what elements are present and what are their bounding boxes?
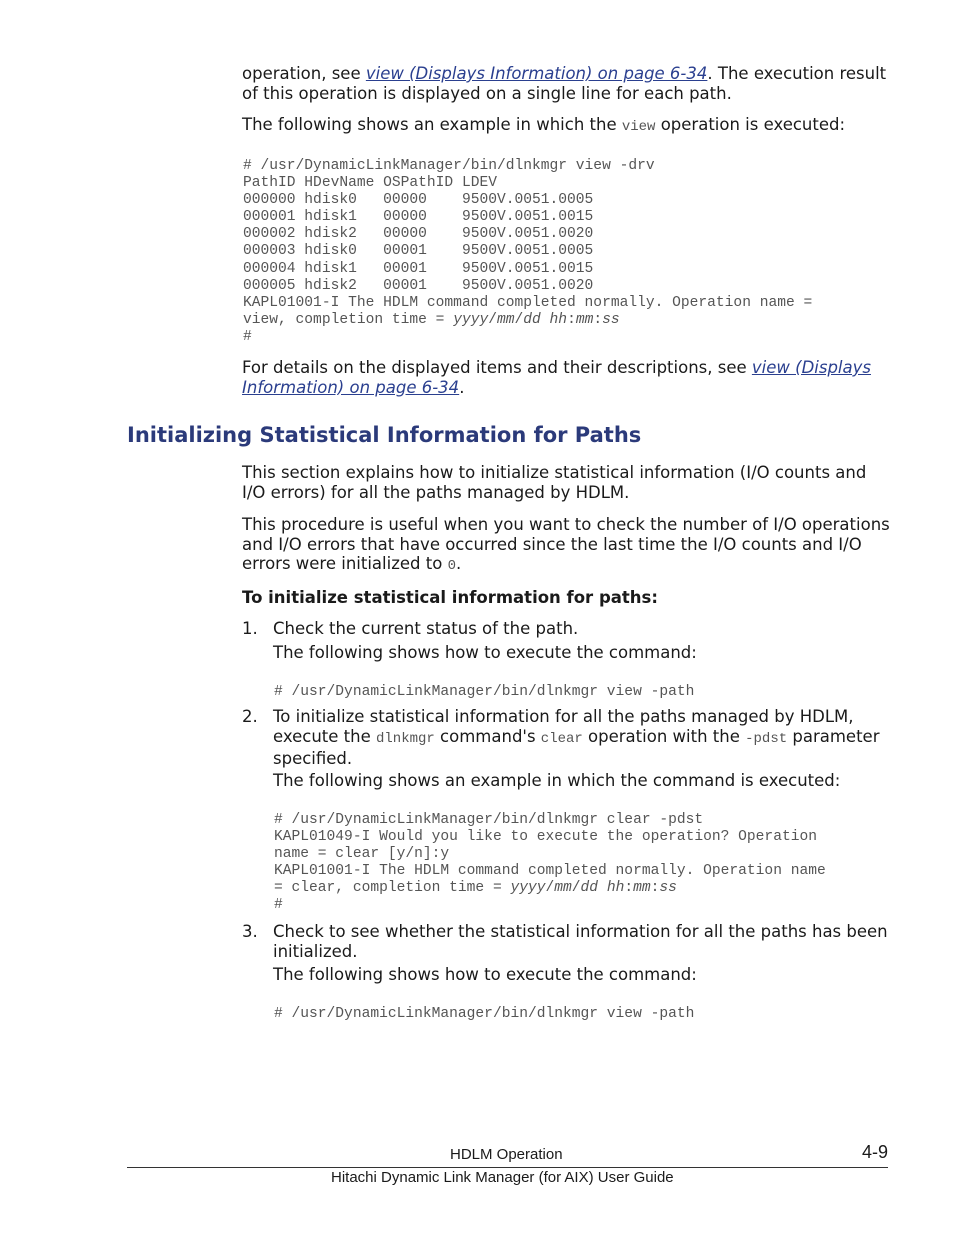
intro-text-suffix: . The execution result of this operation is displayed on a single line for each path. — [242, 64, 887, 103]
code-line: # /usr/DynamicLinkManager/bin/dlnkmgr view -drv — [243, 158, 655, 174]
time-placeholder: yyyy — [453, 311, 489, 328]
inline-code-pdst: -pdst — [745, 730, 788, 747]
step-number: 1. — [242, 619, 258, 638]
code-block-step-1: # /usr/DynamicLinkManager/bin/dlnkmgr view -path — [274, 684, 695, 700]
details-suffix: . — [459, 377, 465, 397]
details-text: For details on the displayed items and their descriptions, see — [242, 358, 752, 377]
footer-divider — [127, 1167, 888, 1168]
footer-book-title: Hitachi Dynamic Link Manager (for AIX) User Guide — [331, 1169, 674, 1186]
time-placeholder: ss — [602, 311, 620, 328]
step-1-sub: The following shows how to execute the command: — [273, 643, 697, 662]
step-3-text: Check to see whether the statistical information for all the paths has been initialized. — [273, 922, 888, 961]
example-intro-suffix: operation is executed: — [655, 115, 846, 134]
inline-code-view: view — [621, 119, 656, 135]
intro-text: operation, see — [242, 64, 366, 83]
code-line: # — [274, 897, 283, 914]
section-paragraph-2 — [242, 515, 892, 577]
time-placeholder: hh — [549, 311, 568, 328]
step-3-sub: The following shows how to execute the command: — [273, 965, 697, 984]
code-line: 000003 hdisk0 00001 9500V.0051.0005 — [243, 243, 594, 260]
code-line: 000005 hdisk2 00001 9500V.0051.0020 — [243, 277, 594, 294]
footer-section-name: HDLM Operation — [450, 1146, 563, 1163]
section-paragraph-1: This section explains how to initialize statistical information (I/O counts and I/O errors) for all the paths managed by HDLM. — [242, 463, 867, 502]
code-line: # /usr/DynamicLinkManager/bin/dlnkmgr clear -pdst — [274, 812, 704, 828]
code-line: view, completion time = — [243, 311, 454, 328]
time-placeholder: mm — [575, 311, 594, 328]
code-block-step-3: # /usr/DynamicLinkManager/bin/dlnkmgr view -path — [274, 1006, 695, 1022]
step-2-text: To initialize statistical information for all the paths managed by HDLM, execute the dlnkmgr command's clear operation with the -pdst parameter specified. — [273, 707, 880, 768]
procedure-heading: To initialize statistical information for paths: — [242, 588, 658, 607]
code-line: KAPL01001-I The HDLM command completed normally. Operation name = — [243, 294, 813, 311]
code-block-step-2: # /usr/DynamicLinkManager/bin/dlnkmgr clear -pdst KAPL01049-I Would you like to execute the operation? Operation name = clear [y/n]:y KAPL01001-I The HDLM command completed normally. Operation name = clear, completion time = yyyy/mm/dd hh:mm:ss # — [274, 812, 826, 914]
section-text: This procedure is useful when you want to check the number of I/O operations and I/O errors that have occurred since the last time the I/O counts and I/O errors were initialized to — [242, 515, 890, 573]
section-heading: Initializing Statistical Information for Paths — [127, 423, 642, 447]
code-block-view-drv: # /usr/DynamicLinkManager/bin/dlnkmgr view -drv PathID HDevName OSPathID LDEV 000000 hdisk0 00000 9500V.0051.0005 000001 hdisk1 00000 9500V.0051.0015 000002 hdisk2 00000 9500V.0051.0020 000003 hdisk0 00001 9500V.0051.0005 000004 hdisk1 00001 9500V.0051.0015 000005 hdisk2 00001 9500V.0051.0020 KAPL01001-I The HDLM command completed normally. Operation name = view, completion time = yyyy/mm/dd hh:mm:ss # — [243, 158, 813, 345]
example-intro-paragraph — [242, 115, 892, 138]
intro-paragraph — [242, 64, 892, 103]
example-intro-text: The following shows an example in which the — [242, 115, 622, 134]
inline-code-zero: 0 — [447, 558, 456, 574]
inline-code-dlnkmgr: dlnkmgr — [376, 730, 435, 747]
step-1-text: Check the current status of the path. — [273, 619, 579, 638]
time-placeholder: mm — [496, 311, 515, 328]
code-line: 000002 hdisk2 00000 9500V.0051.0020 — [243, 226, 594, 243]
details-paragraph — [242, 358, 892, 397]
inline-code-clear: clear — [540, 730, 583, 747]
view-displays-info-link-2[interactable]: view (Displays Information) on page 6-34 — [242, 358, 871, 397]
code-line: KAPL01049-I Would you like to execute the operation? Operation — [274, 829, 817, 846]
section-text-suffix: . — [455, 554, 462, 573]
code-line: 000000 hdisk0 00000 9500V.0051.0005 — [243, 192, 594, 209]
code-line: # — [243, 328, 252, 345]
code-line: PathID HDevName OSPathID LDEV — [243, 175, 497, 192]
code-line: = clear, completion time = — [274, 880, 511, 897]
code-line: name = clear [y/n]:y — [274, 846, 450, 863]
code-line: 000004 hdisk1 00001 9500V.0051.0015 — [243, 260, 594, 277]
step-number: 2. — [242, 707, 258, 726]
code-line: 000001 hdisk1 00000 9500V.0051.0015 — [243, 209, 594, 226]
page-number: 4-9 — [861, 1142, 888, 1162]
step-2-sub: The following shows an example in which the command is executed: — [273, 771, 841, 790]
step-number: 3. — [242, 922, 258, 941]
view-displays-info-link[interactable]: view (Displays Information) on page 6-34 — [365, 64, 708, 83]
code-line: KAPL01001-I The HDLM command completed normally. Operation name — [274, 863, 826, 880]
time-placeholder: dd — [523, 311, 541, 328]
